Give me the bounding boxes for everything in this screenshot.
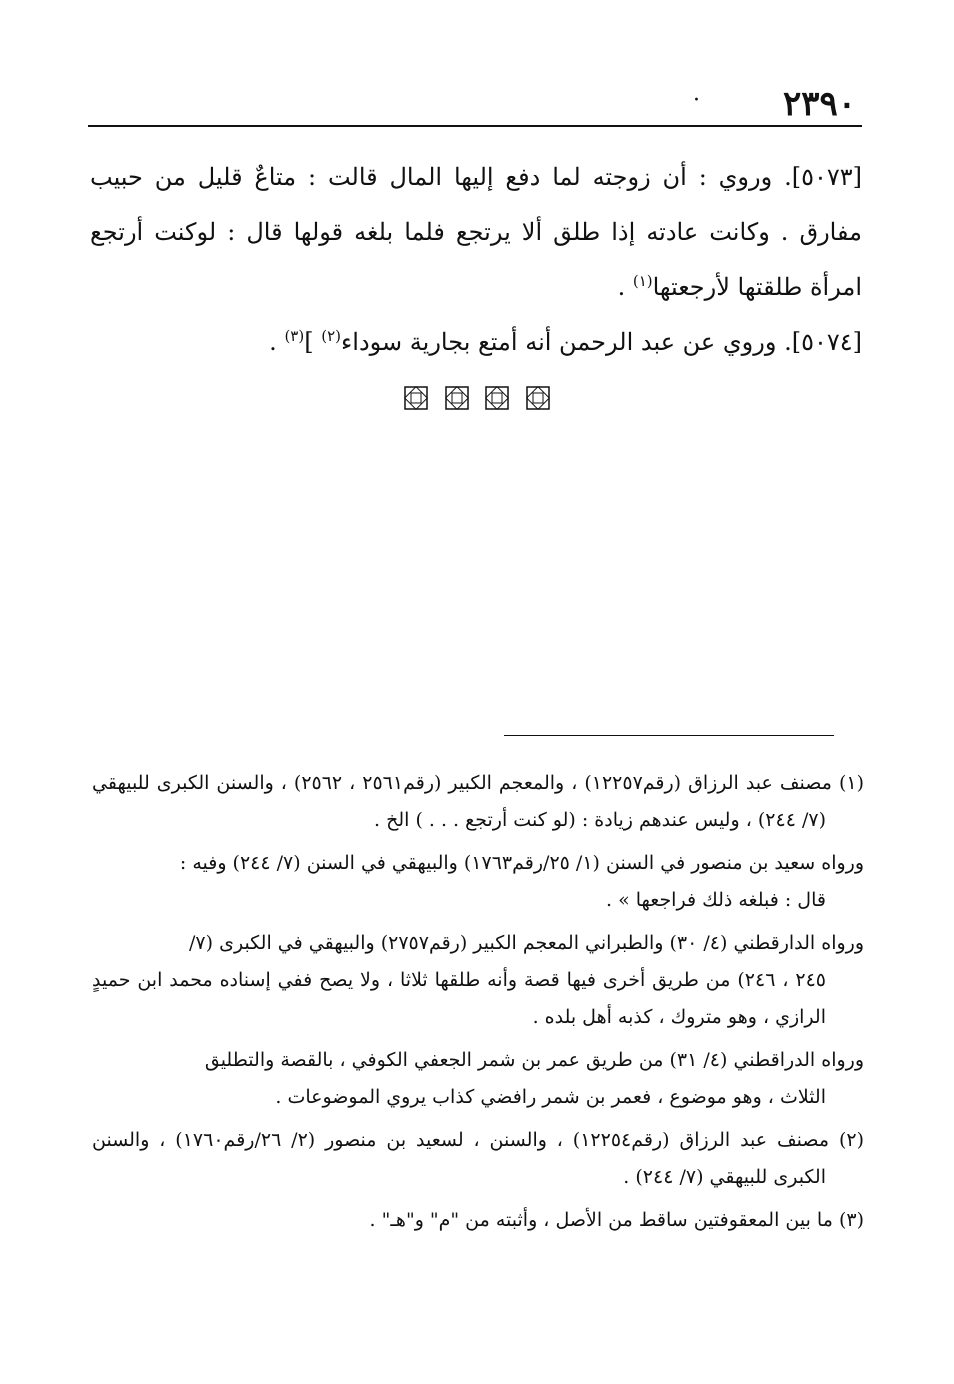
ornament-icon — [526, 386, 550, 410]
section-ornaments — [404, 386, 550, 414]
entry-5073 — [90, 150, 862, 315]
entry-5073-tail: . — [617, 273, 633, 301]
footnote-2-marker: (٢) — [838, 1129, 865, 1151]
footnote-3 — [92, 1202, 864, 1239]
page-number: ٢٣٩٠ — [782, 84, 856, 124]
footnote-1-para-2-first: ورواه سعيد بن منصور في السنن (١/ ٢٥/رقم١٧٦٣) والبيهقي في السنن (٧/ ٢٤٤) وفيه : — [179, 852, 864, 874]
footnote-ref-2[interactable]: (٢) — [321, 327, 341, 345]
page-header — [88, 84, 862, 124]
footnote-1-marker: (١) — [838, 772, 864, 794]
entry-5074-bracket: ] — [304, 328, 322, 356]
footnote-1-text: مصنف عبد الرزاق (رقم١٢٢٥٧) ، والمعجم الكبير (رقم٢٥٦١ ، ٢٥٦٢) ، والسنن الكبرى للبيهقي (٧/ ٢٤٤) ، وليس عندهم زيادة : (لو كنت أرتجع . . . ) الخ . — [92, 772, 832, 831]
footnotes — [92, 765, 864, 1245]
footnote-1-para-4 — [92, 1042, 864, 1116]
footnote-1-para-2 — [92, 845, 864, 919]
main-text — [90, 150, 862, 370]
entry-5074-tail: . — [269, 328, 285, 356]
footnote-ref-3[interactable]: (٣) — [284, 327, 305, 345]
footnote-1-para-3-first: ورواه الدارقطني (٤/ ٣٠) والطبراني المعجم الكبير (رقم٢٧٥٧) والبيهقي في الكبرى (٧/ — [189, 932, 864, 954]
footnote-2-text: مصنف عبد الرزاق (رقم١٢٢٥٤) ، والسنن ، لسعيد بن منصور (٢/ ٢٦/رقم١٧٦٠) ، والسنن الكبرى للبيهقي (٧/ ٢٤٤) . — [92, 1129, 830, 1188]
header-dot: · — [693, 88, 700, 113]
ornament-icon — [445, 386, 469, 410]
footnote-1-para-3-rest: ٢٤٥ ، ٢٤٦) من طريق أخرى فيها قصة وأنه طلقها ثلاثا ، ولا يصح ففي إسناده محمد ابن حميدٍ الرازي ، وهو متروك ، كذبه أهل بلده . — [92, 969, 826, 1028]
entry-5074-text: [٥٠٧٤]. وروي عن عبد الرحمن أنه أمتع بجارية سوداء — [341, 328, 862, 356]
footnote-1-para-3 — [92, 925, 864, 1036]
footnote-3-marker: (٣) — [838, 1209, 864, 1231]
entry-5073-text: [٥٠٧٣]. وروي : أن زوجته لما دفع إليها المال قالت : متاعٌ قليل من حبيب مفارق . وكانت عادته إذا طلق ألا يرتجع فلما بلغه قولها قال : لوكنت أرتجع امرأة طلقتها لأرجعتها — [90, 163, 862, 301]
header-rule — [88, 125, 862, 127]
ornament-icon — [404, 386, 428, 410]
footnote-1-para-2-rest: قال : فبلغه ذلك فراجعها » . — [605, 889, 826, 911]
footnote-separator — [504, 735, 834, 736]
ornament-icon — [485, 386, 509, 410]
footnote-1-para-4-rest: الثلاث ، وهو موضوع ، فعمر بن شمر رافضي كذاب يروي الموضوعات . — [275, 1086, 826, 1108]
footnote-1 — [92, 765, 864, 839]
footnote-ref-1[interactable]: (١) — [632, 272, 653, 290]
footnote-1-para-4-first: ورواه الدراقطني (٤/ ٣١) من طريق عمر بن شمر الجعفي الكوفي ، بالقصة والتطليق — [204, 1049, 864, 1071]
entry-5074 — [90, 315, 862, 370]
footnote-3-text: ما بين المعقوفتين ساقط من الأصل ، وأثبته من "م" و"هـ" . — [369, 1209, 833, 1231]
footnote-2 — [92, 1122, 864, 1196]
